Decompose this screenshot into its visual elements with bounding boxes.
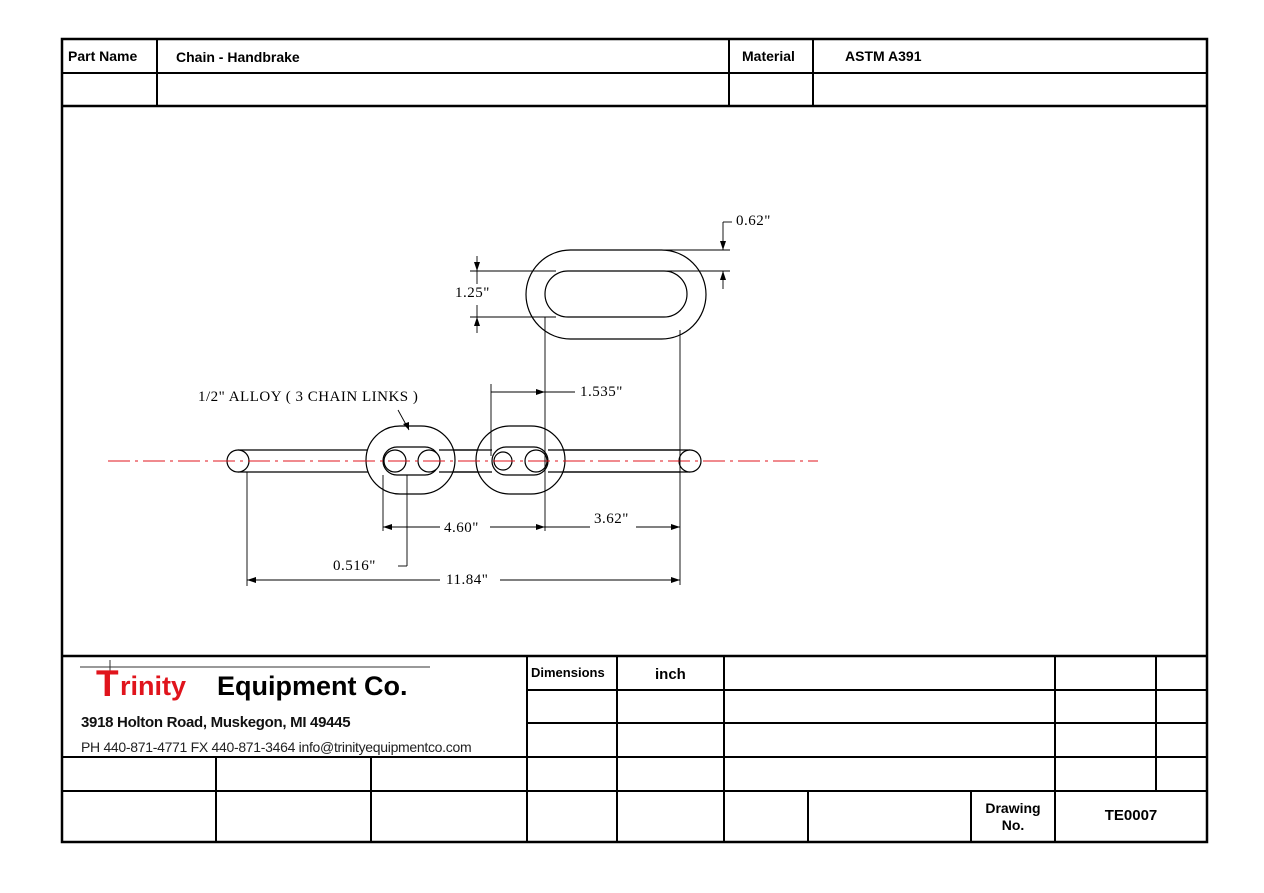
company-contact: PH 440-871-4771 FX 440-871-3464 info@trinityequipmentco.com <box>81 739 472 755</box>
material-label: Material <box>742 48 795 64</box>
top-link-inner <box>545 271 687 317</box>
logo-name-suffix: Equipment Co. <box>217 671 408 701</box>
dim-link-length: 3.62" <box>594 511 629 527</box>
logo-name-rest: rinity <box>120 671 187 701</box>
drawing-no-label <box>974 800 1052 834</box>
company-address: 3918 Holton Road, Muskegon, MI 49445 <box>81 714 351 731</box>
dim-wire-thickness: 0.62" <box>736 213 771 229</box>
dimensions-value: inch <box>655 666 686 683</box>
drawing-no-value: TE0007 <box>1104 807 1158 824</box>
dim-overall-length: 11.84" <box>446 572 489 588</box>
dim-pin-spacing: 4.60" <box>444 520 479 536</box>
dimensions-label: Dimensions <box>531 665 605 680</box>
dim-wire-diameter: 0.516" <box>333 558 376 574</box>
drawing-no-label-line2: No. <box>1001 817 1025 833</box>
logo-first-letter: T <box>96 663 119 704</box>
part-name-label: Part Name <box>68 48 138 64</box>
material-value: ASTM A391 <box>845 48 922 64</box>
alloy-note: 1/2" ALLOY ( 3 CHAIN LINKS ) <box>198 389 419 405</box>
dim-pitch: 1.535" <box>580 384 623 400</box>
top-link-outer <box>526 250 706 339</box>
drawing-no-label-line1: Drawing <box>985 800 1041 816</box>
part-name-value: Chain - Handbrake <box>176 49 300 65</box>
dim-inner-width: 1.25" <box>455 285 490 301</box>
